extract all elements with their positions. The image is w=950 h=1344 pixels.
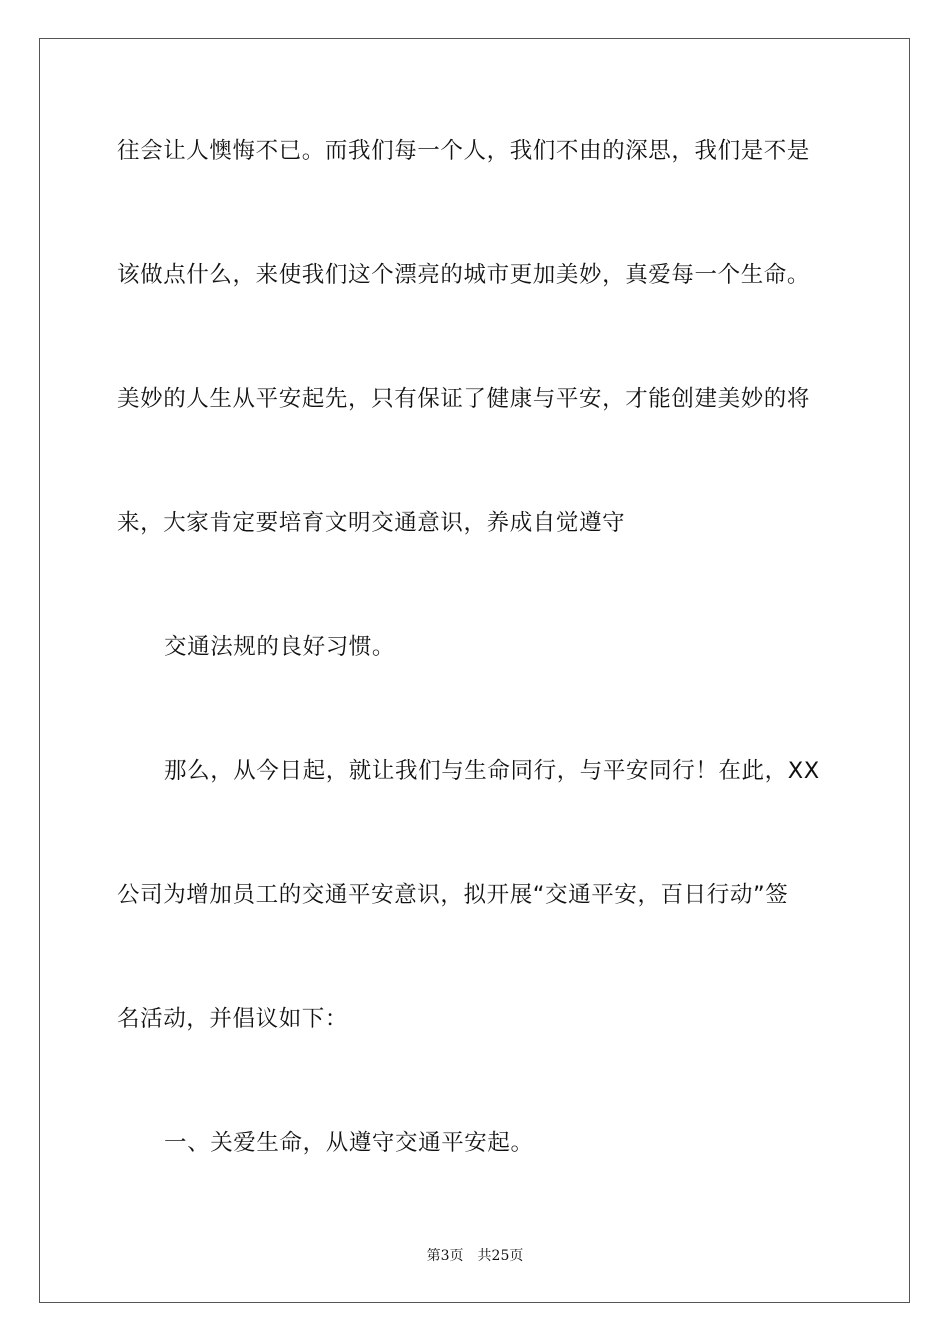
page-total: 共25页 — [477, 1248, 524, 1264]
body-text-line: 公司为增加员工的交通平安意识，拟开展“交通平安，百日行动”签 — [117, 882, 789, 908]
body-text-line: 名活动，并倡议如下： — [117, 1006, 349, 1032]
body-text-line: 来，大家肯定要培育文明交通意识，养成自觉遵守 — [117, 510, 626, 536]
body-text-line: 往会让人懊悔不已。而我们每一个人，我们不由的深思，我们是不是 — [117, 138, 811, 164]
body-text-line: 该做点什么，来使我们这个漂亮的城市更加美妙，真爱每一个生命。 — [117, 262, 811, 288]
body-text-line: 那么，从今日起，就让我们与生命同行，与平安同行！在此，XX — [164, 758, 820, 784]
page-number: 第3页 — [426, 1248, 464, 1264]
page-footer — [0, 1246, 950, 1266]
body-text-line: 美妙的人生从平安起先，只有保证了健康与平安，才能创建美妙的将 — [117, 386, 811, 412]
body-text-line: 交通法规的良好习惯。 — [164, 634, 396, 660]
body-text-line: 一、关爱生命，从遵守交通平安起。 — [164, 1130, 534, 1156]
page-border — [39, 38, 910, 1303]
